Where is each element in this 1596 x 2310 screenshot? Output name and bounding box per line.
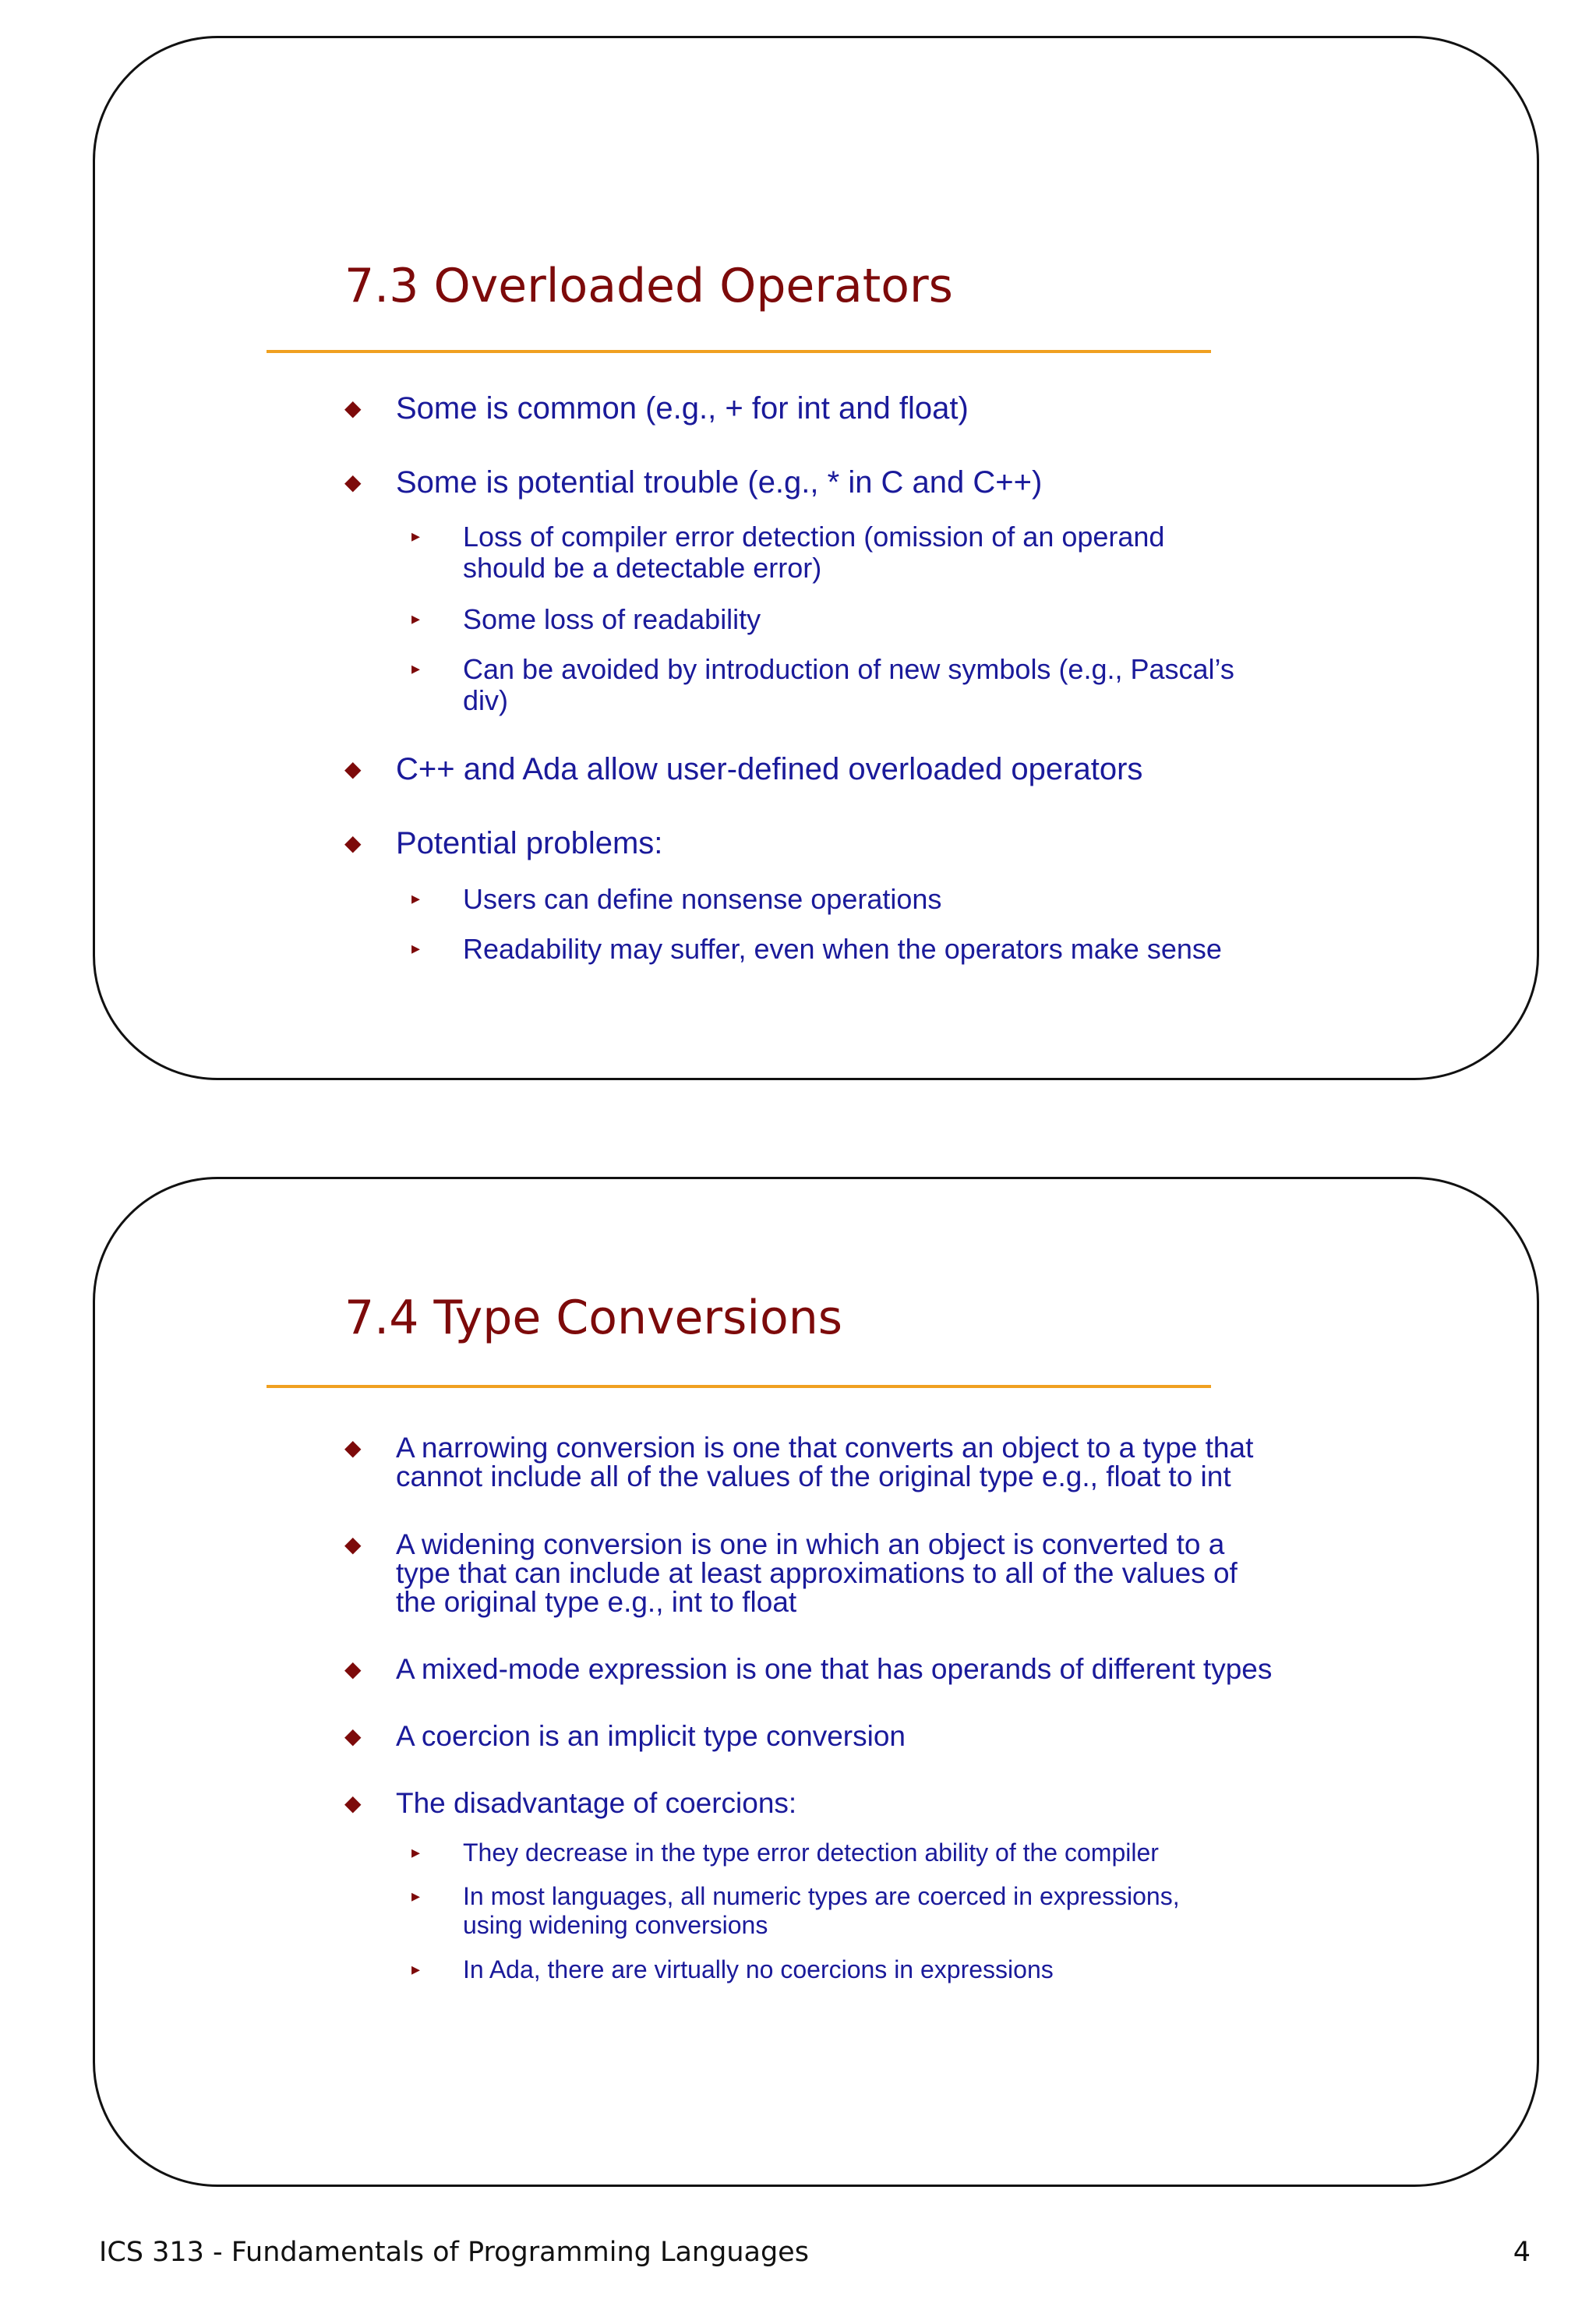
- sub-bullet-item: ▸ Users can define nonsense operations: [411, 883, 942, 915]
- slide-title: 7.4 Type Conversions: [344, 1291, 843, 1345]
- diamond-bullet-icon: ◆: [344, 1723, 362, 1749]
- triangle-bullet-icon: ▸: [411, 889, 421, 909]
- diamond-bullet-icon: ◆: [344, 1435, 362, 1461]
- sub-bullet-item: ▸ Some loss of readability: [411, 603, 761, 635]
- triangle-bullet-icon: ▸: [411, 939, 421, 959]
- diamond-bullet-icon: ◆: [344, 395, 362, 421]
- bullet-item: ◆ A widening conversion is one in which an object is converted to a type that can include at least approximations to all of the values of the original type e.g., int to float: [344, 1528, 1238, 1618]
- bullet-item: ◆ The disadvantage of coercions:: [344, 1787, 797, 1819]
- title-underline: [267, 350, 1211, 353]
- triangle-bullet-icon: ▸: [411, 1843, 421, 1863]
- triangle-bullet-icon: ▸: [411, 527, 421, 546]
- triangle-bullet-icon: ▸: [411, 609, 421, 629]
- bullet-item: ◆ Some is common (e.g., + for int and float): [344, 391, 969, 426]
- diamond-bullet-icon: ◆: [344, 469, 362, 495]
- triangle-bullet-icon: ▸: [411, 1960, 421, 1980]
- title-underline: [267, 1385, 1211, 1388]
- bullet-item: ◆ Some is potential trouble (e.g., * in C and C++): [344, 465, 1043, 500]
- triangle-bullet-icon: ▸: [411, 1887, 421, 1906]
- diamond-bullet-icon: ◆: [344, 1656, 362, 1682]
- sub-bullet-item: ▸ In Ada, there are virtually no coercions in expressions: [411, 1955, 1054, 1983]
- slide-overloaded-operators: [93, 36, 1539, 1080]
- sub-bullet-item: ▸ Loss of compiler error detection (omission of an operand should be a detectable error): [411, 521, 1165, 584]
- bullet-item: ◆ C++ and Ada allow user-defined overloaded operators: [344, 752, 1143, 786]
- slide-type-conversions: [93, 1177, 1539, 2187]
- sub-bullet-item: ▸ Can be avoided by introduction of new symbols (e.g., Pascal’s div): [411, 653, 1234, 716]
- footer-course-title: ICS 313 - Fundamentals of Programming Languages: [99, 2237, 809, 2268]
- sub-bullet-item: ▸ In most languages, all numeric types are coerced in expressions, using widening conversions: [411, 1882, 1180, 1939]
- bullet-item: ◆ A narrowing conversion is one that converts an object to a type that cannot include all of the values of the original type e.g., float to int: [344, 1432, 1254, 1492]
- diamond-bullet-icon: ◆: [344, 830, 362, 856]
- slide-title: 7.3 Overloaded Operators: [344, 259, 953, 313]
- sub-bullet-item: ▸ Readability may suffer, even when the operators make sense: [411, 933, 1222, 965]
- bullet-item: ◆ A mixed-mode expression is one that has operands of different types: [344, 1653, 1273, 1685]
- bullet-item: ◆ A coercion is an implicit type conversion: [344, 1720, 906, 1752]
- sub-bullet-item: ▸ They decrease in the type error detection ability of the compiler: [411, 1838, 1159, 1867]
- diamond-bullet-icon: ◆: [344, 1531, 362, 1557]
- bullet-item: ◆ Potential problems:: [344, 826, 663, 860]
- page-number: 4: [1513, 2237, 1531, 2268]
- diamond-bullet-icon: ◆: [344, 756, 362, 782]
- triangle-bullet-icon: ▸: [411, 659, 421, 679]
- diamond-bullet-icon: ◆: [344, 1790, 362, 1816]
